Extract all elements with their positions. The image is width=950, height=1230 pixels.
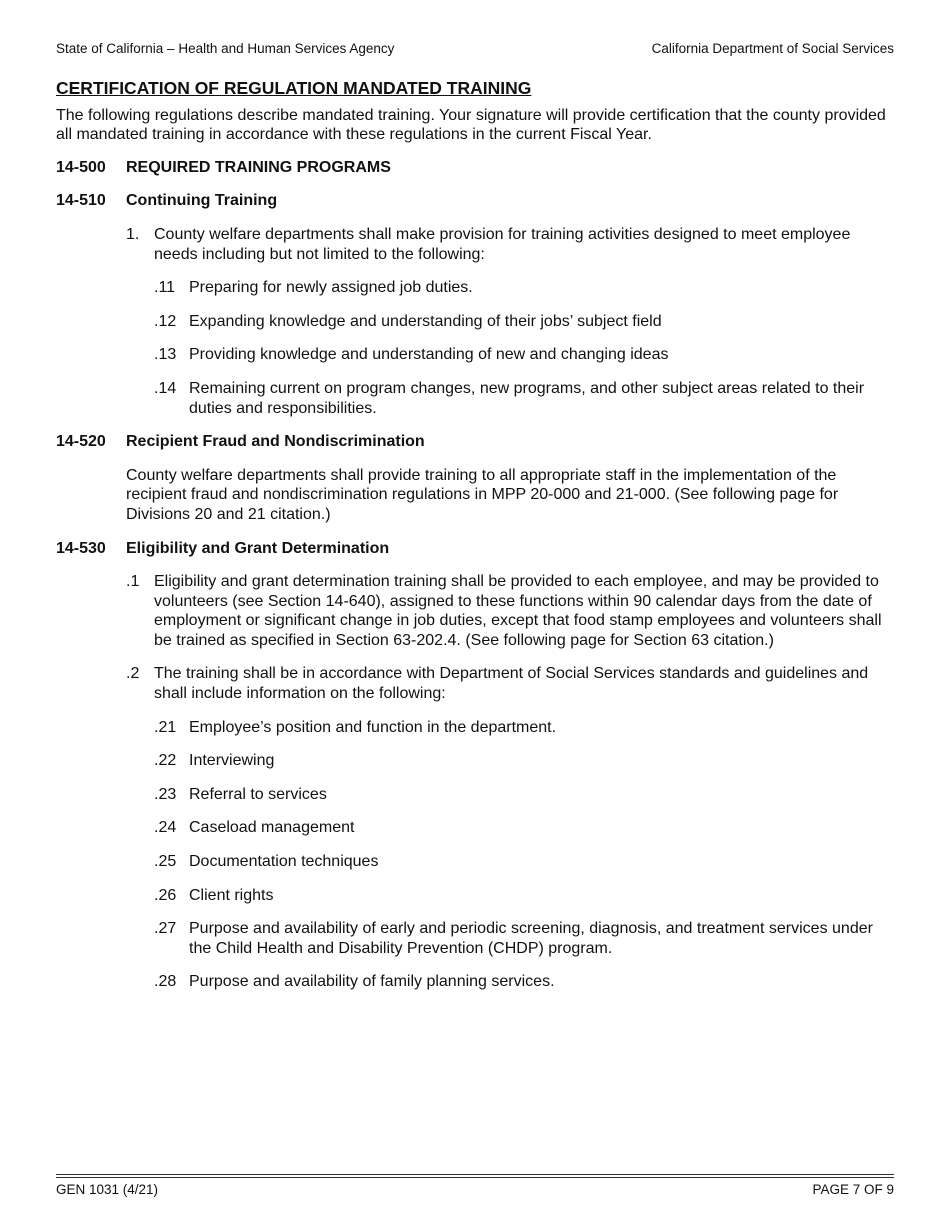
item-text: The training shall be in accordance with Department of Social Services standards and guidelines and shall include information on the following:: [154, 665, 869, 703]
item-text: Client rights: [189, 886, 274, 904]
item-label: .26: [154, 886, 177, 904]
list-item: [154, 718, 894, 738]
list-item: [126, 572, 894, 650]
item-text: Purpose and availability of early and periodic screening, diagnosis, and treatment services under the Child Health and Disability Prevention (CHDP) program.: [189, 920, 873, 957]
list-item: [154, 345, 894, 365]
list-item: [154, 818, 894, 838]
section-title: Continuing Training: [126, 192, 278, 210]
item-label: .13: [154, 346, 177, 364]
list-item: [126, 225, 894, 264]
list-item: [154, 785, 894, 805]
item-label: .11: [154, 279, 176, 297]
item-label: 1.: [126, 225, 140, 243]
item-text: Employee’s position and function in the department.: [189, 718, 557, 736]
list-item: [154, 919, 894, 958]
list-item: [154, 312, 894, 332]
intro-paragraph: The following regulations describe mandated training. Your signature will provide certification that the county provided all mandated training in accordance with these regulations in the current Fiscal Year.: [56, 106, 886, 144]
section-number: 14-520: [56, 433, 106, 451]
header-agency: State of California – Health and Human Services Agency: [56, 41, 395, 56]
section-heading-14-510: [56, 191, 894, 211]
section-paragraph: County welfare departments shall provide training to all appropriate staff in the implementation of the recipient fraud and nondiscrimination regulations in MPP 20-000 and 21-000. (See following page for Divisions 20 and 21 citation.): [126, 466, 839, 523]
item-label: .25: [154, 853, 177, 871]
section-heading-14-520: [56, 432, 894, 452]
page-footer: [56, 1182, 894, 1197]
form-number: GEN 1031 (4/21): [56, 1182, 159, 1197]
item-label: .27: [154, 920, 177, 938]
document-body: [56, 79, 894, 1006]
item-text: Purpose and availability of family planning services.: [189, 973, 555, 991]
list-item: [154, 886, 894, 906]
item-text: Expanding knowledge and understanding of their jobs’ subject field: [189, 312, 662, 330]
list-item: [126, 664, 894, 703]
list-item: [154, 278, 894, 298]
item-label: .23: [154, 785, 177, 803]
header-department: California Department of Social Services: [651, 41, 894, 56]
item-label: .2: [126, 665, 140, 683]
section-title: Recipient Fraud and Nondiscrimination: [126, 433, 425, 451]
item-text: Remaining current on program changes, new programs, and other subject areas related to their duties and responsibilities.: [189, 379, 865, 417]
item-text: Providing knowledge and understanding of new and changing ideas: [189, 346, 669, 364]
section-title: Eligibility and Grant Determination: [126, 539, 390, 557]
section-heading-14-530: [56, 539, 894, 559]
section-number: 14-500: [56, 158, 106, 176]
item-text: County welfare departments shall make provision for training activities designed to meet employee needs including but not limited to the following:: [154, 225, 851, 263]
footer-divider: [56, 1177, 894, 1178]
item-label: .1: [126, 573, 140, 591]
item-label: .28: [154, 973, 177, 991]
page-number: PAGE 7 OF 9: [812, 1182, 894, 1197]
item-text: Interviewing: [189, 752, 275, 770]
list-item: [154, 379, 894, 418]
list-item: [154, 751, 894, 771]
section-number: 14-510: [56, 192, 106, 210]
item-text: Eligibility and grant determination training shall be provided to each employee, and may be provided to volunteers (see Section 14-640), assigned to these functions within 90 calendar days from the date of employment or significant change in job duties, except that food stamp employees and volunteers shall be trained as specified in Section 63-202.4. (See following page for Section 63 citation.): [154, 573, 882, 649]
list-item: [154, 852, 894, 872]
item-label: .21: [154, 718, 177, 736]
document-title: CERTIFICATION OF REGULATION MANDATED TRAINING: [56, 78, 532, 98]
page-header: [56, 41, 894, 56]
list-item: [154, 972, 894, 992]
item-label: .22: [154, 752, 177, 770]
item-label: .24: [154, 819, 177, 837]
item-text: Referral to services: [189, 785, 327, 803]
item-label: .12: [154, 312, 177, 330]
section-number: 14-530: [56, 539, 106, 557]
section-heading-14-500: [56, 158, 894, 178]
item-text: Preparing for newly assigned job duties.: [189, 279, 473, 297]
item-text: Documentation techniques: [189, 853, 379, 871]
item-label: .14: [154, 379, 177, 397]
footer-divider: [56, 1174, 894, 1175]
item-text: Caseload management: [189, 819, 355, 837]
section-title: REQUIRED TRAINING PROGRAMS: [126, 158, 391, 176]
